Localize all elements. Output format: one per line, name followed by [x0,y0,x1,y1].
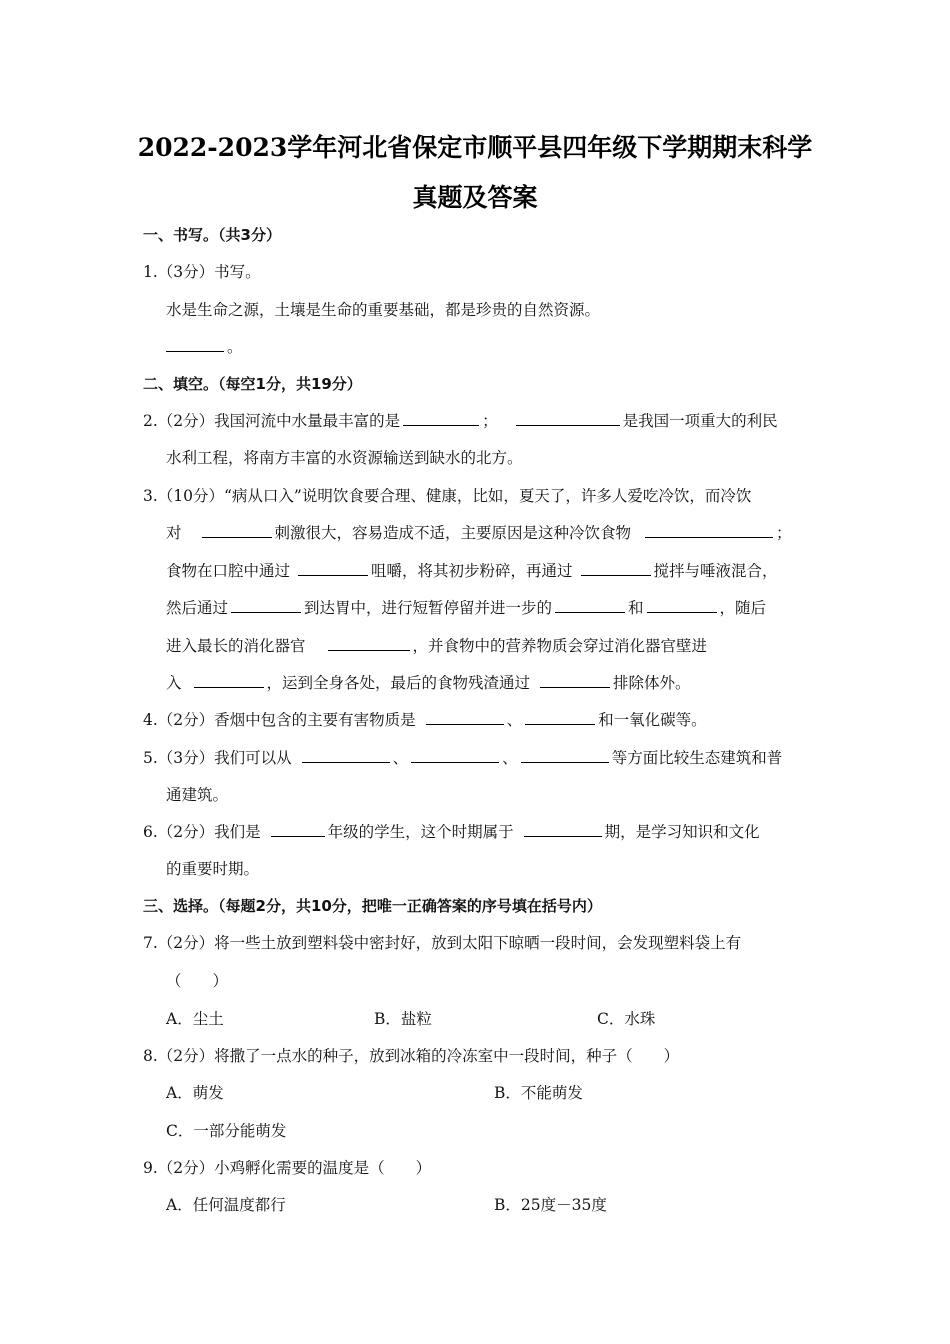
blank[interactable] [581,561,651,576]
question-3-line-6: 入 ，运到全身各处，最后的食物残渣通过 排除体外。 [166,674,691,692]
blank[interactable] [411,748,499,763]
question-1-text: 水是生命之源，土壤是生命的重要基础，都是珍贵的自然资源。 [166,301,601,319]
blank[interactable] [328,636,410,651]
question-3-line-3: 食物在口腔中通过 咀嚼，将其初步粉碎，再通过 搅拌与唾液混合， [166,562,778,580]
blank[interactable] [271,822,325,837]
blank[interactable] [516,411,620,426]
question-8-option-c[interactable]: C．一部分能萌发 [166,1122,287,1140]
question-1-answer-line: 。 [166,337,243,357]
question-5-line-2: 通建筑。 [166,786,229,804]
blank[interactable] [231,598,301,613]
blank[interactable] [524,822,602,837]
question-3-line-4: 然后通过 到达胃中，进行短暂停留并进一步的 和 ，随后 [166,599,767,617]
question-1-stem: 1.（3分）书写。 [143,263,261,281]
question-3-line-2: 对 刺激很大，容易造成不适，主要原因是这种冷饮食物 ； [166,524,792,542]
blank[interactable] [647,598,717,613]
question-7-answer-paren[interactable]: （ ） [166,972,229,990]
section-heading-fill-in: 二、填空。（每空1分，共19分） [143,375,362,393]
question-9-stem: 9.（2分）小鸡孵化需要的温度是（ ） [143,1159,432,1177]
question-8-option-b[interactable]: B．不能萌发 [494,1084,583,1102]
blank[interactable] [540,673,610,688]
question-3-line-5: 进入最长的消化器官 ，并食物中的营养物质会穿过消化器官壁进 [166,637,708,655]
question-7-stem: 7.（2分）将一些土放到塑料袋中密封好，放到太阳下晾晒一段时间，会发现塑料袋上有 [143,934,742,952]
section-heading-writing: 一、书写。（共3分） [143,226,281,244]
blank[interactable] [521,748,609,763]
question-6-line-2: 的重要时期。 [166,860,260,878]
question-4: 4.（2分）香烟中包含的主要有害物质是 、 和一氧化碳等。 [143,711,707,729]
question-9-option-b[interactable]: B．25度－35度 [494,1196,607,1214]
section-heading-choice: 三、选择。（每题2分，共10分，把唯一正确答案的序号填在括号内） [143,897,602,915]
question-8-stem: 8.（2分）将撒了一点水的种子，放到冰箱的冷冻室中一段时间，种子（ ） [143,1047,680,1065]
document-title-line-1: 2022-2023学年河北省保定市顺平县四年级下学期期末科学 [137,133,813,162]
question-9-option-a[interactable]: A．任何温度都行 [166,1196,286,1214]
document-title-line-2: 真题及答案 [412,183,538,212]
blank[interactable] [202,523,272,538]
blank[interactable] [194,673,264,688]
blank[interactable] [525,710,595,725]
question-2-line-1: 2.（2分）我国河流中水量最丰富的是 ； 是我国一项重大的利民 [143,412,778,430]
question-3-line-1: 3.（10分）“病从口入”说明饮食要合理、健康，比如，夏天了，许多人爱吃冷饮，而冷饮 [143,487,752,505]
question-7-option-b[interactable]: B．盐粒 [374,1010,432,1028]
blank[interactable] [302,748,390,763]
question-6-line-1: 6.（2分）我们是 年级的学生，这个时期属于 期，是学习知识和文化 [143,823,760,841]
question-2-line-2: 水利工程，将南方丰富的水资源输送到缺水的北方。 [166,449,523,467]
question-7-option-a[interactable]: A．尘土 [166,1010,224,1028]
blank[interactable] [426,710,504,725]
blank[interactable] [166,337,224,352]
blank[interactable] [298,561,368,576]
question-5-line-1: 5.（3分）我们可以从 、 、 等方面比较生态建筑和普 [143,749,783,767]
question-7-option-c[interactable]: C．水珠 [597,1010,656,1028]
blank[interactable] [403,411,479,426]
question-8-option-a[interactable]: A．萌发 [166,1084,224,1102]
blank[interactable] [645,523,773,538]
blank[interactable] [555,598,625,613]
